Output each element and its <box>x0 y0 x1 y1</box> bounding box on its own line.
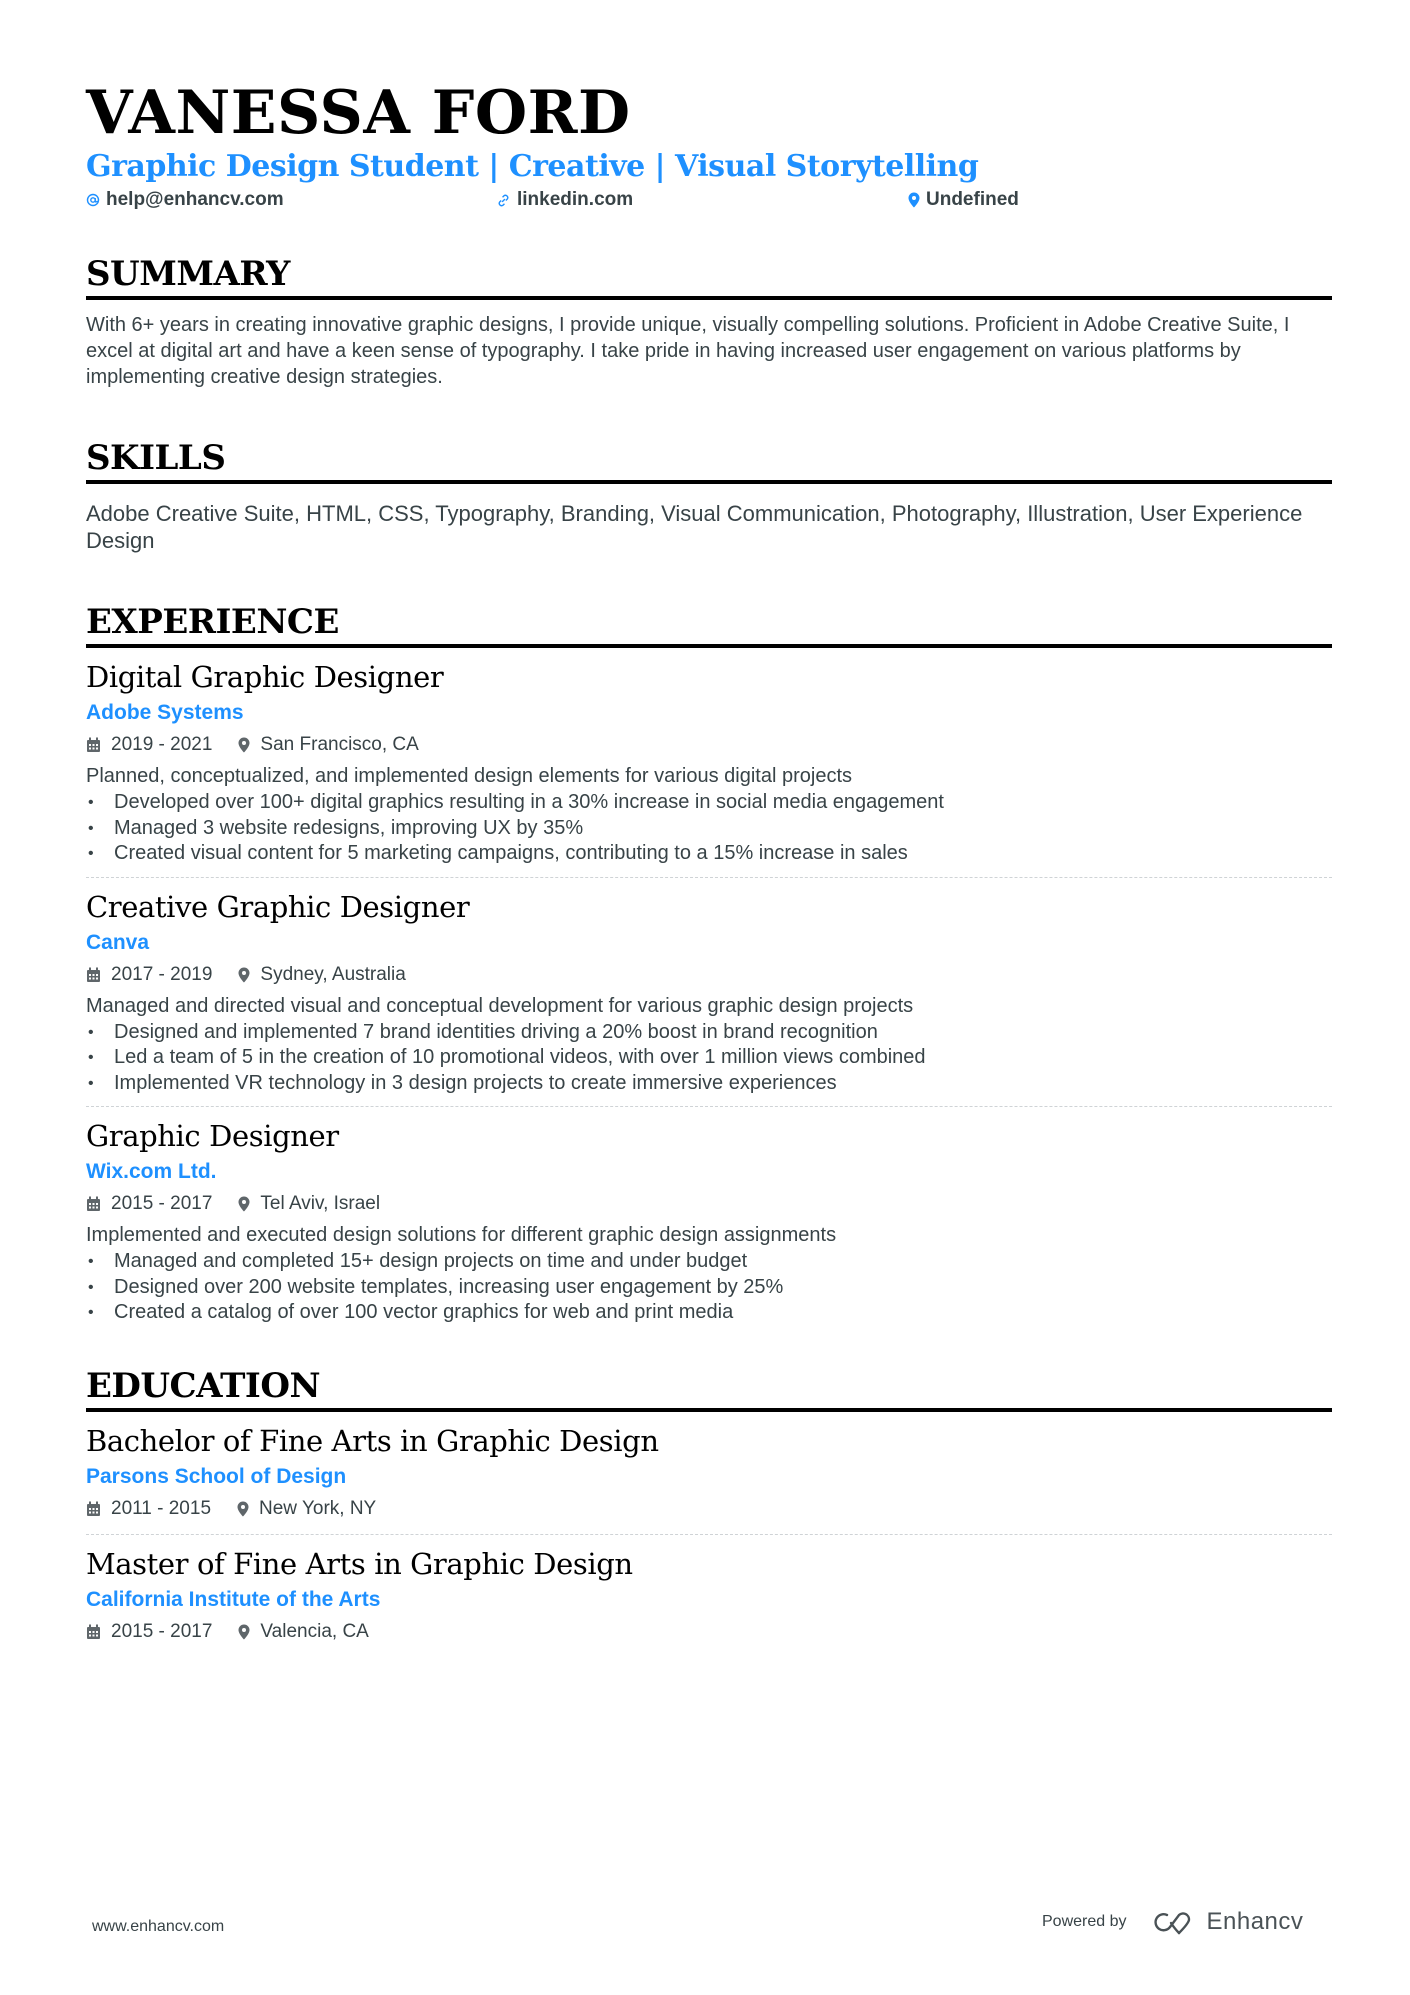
achievement-item: • Developed over 100+ digital graphics resulting in a 30% increase in social media engagement <box>86 790 1332 816</box>
job-dates: 2017 - 2019 <box>111 963 213 985</box>
calendar-icon <box>86 1501 101 1517</box>
achievement-list <box>86 1249 1332 1326</box>
resume-page <box>86 78 1332 1657</box>
achievement-list <box>86 790 1332 867</box>
email-text: help@enhancv.com <box>106 189 284 210</box>
job-location: San Francisco, CA <box>260 734 419 755</box>
contact-location <box>908 189 1019 211</box>
job-description: Implemented and executed design solutions for different graphic design assignments <box>86 1224 837 1246</box>
achievement-item: • Created a catalog of over 100 vector graphics for web and print media <box>86 1300 1332 1326</box>
section-divider <box>86 480 1332 484</box>
location-pin-icon <box>237 1501 249 1517</box>
location-pin-icon <box>238 737 250 753</box>
school-name: Parsons School of Design <box>86 1464 347 1488</box>
job-description: Managed and directed visual and conceptual development for various graphic design projects <box>86 994 914 1017</box>
education-section <box>86 1366 1332 1657</box>
link-icon <box>496 193 511 208</box>
location-pin-icon <box>238 967 250 983</box>
calendar-icon <box>86 737 101 753</box>
company-name: Adobe Systems <box>86 701 244 724</box>
achievement-list <box>86 1020 1332 1097</box>
achievement-item: • Designed over 200 website templates, increasing user engagement by 25% <box>86 1275 1332 1301</box>
job-title: Digital Graphic Designer <box>86 660 444 694</box>
achievement-item: • Led a team of 5 in the creation of 10 promotional videos, with over 1 million views combined <box>86 1045 1332 1071</box>
degree-title: Master of Fine Arts in Graphic Design <box>86 1546 633 1581</box>
education-heading: EDUCATION <box>86 1365 321 1406</box>
footer-branding[interactable] <box>1042 1908 1303 1936</box>
job-title: Creative Graphic Designer <box>86 889 470 924</box>
summary-text: With 6+ years in creating innovative graphic designs, I provide unique, visually compelling solutions. Proficient in Adobe Creative Suite, I excel at digital art and have a keen sense of typography. I take pride in having increased user engagement on various platforms by implementing creative design strategies. <box>86 314 1290 388</box>
education-meta <box>86 1617 1332 1647</box>
school-name: California Institute of the Arts <box>86 1587 381 1611</box>
location-text: Undefined <box>926 189 1019 210</box>
job-dates: 2015 - 2017 <box>111 1193 213 1214</box>
contact-linkedin[interactable] <box>496 189 908 211</box>
powered-by-label: Powered by <box>1042 1913 1127 1930</box>
skills-heading: SKILLS <box>86 438 226 478</box>
achievement-item: • Designed and implemented 7 brand identities driving a 20% boost in brand recognition <box>86 1020 1332 1046</box>
education-entry <box>86 1412 1332 1535</box>
job-location: Sydney, Australia <box>260 963 406 985</box>
degree-title: Bachelor of Fine Arts in Graphic Design <box>86 1423 659 1458</box>
resume-header <box>86 78 1332 212</box>
experience-heading: EXPERIENCE <box>86 602 339 642</box>
job-meta <box>86 730 1332 760</box>
contact-email[interactable] <box>86 189 496 211</box>
calendar-icon <box>86 1624 101 1640</box>
job-meta <box>86 960 1332 990</box>
at-icon <box>86 192 100 208</box>
company-name: Canva <box>86 930 150 954</box>
job-description: Planned, conceptualized, and implemented design elements for various digital projects <box>86 765 853 787</box>
education-meta <box>86 1494 1332 1524</box>
experience-entry <box>86 648 1332 878</box>
company-name: Wix.com Ltd. <box>86 1160 217 1183</box>
achievement-item: • Created visual content for 5 marketing campaigns, contributing to a 15% increase in sales <box>86 841 1332 867</box>
job-meta <box>86 1189 1332 1219</box>
brand-name: Enhancv <box>1206 1908 1304 1935</box>
linkedin-text: linkedin.com <box>517 189 634 210</box>
education-location: New York, NY <box>259 1497 377 1519</box>
calendar-icon <box>86 967 101 983</box>
skills-text: Adobe Creative Suite, HTML, CSS, Typography, Branding, Visual Communication, Photography, Illustration, User Experience Design <box>86 501 1303 553</box>
education-dates: 2011 - 2015 <box>111 1497 212 1519</box>
experience-section <box>86 602 1332 1336</box>
job-dates: 2019 - 2021 <box>111 734 213 755</box>
footer-website-link[interactable]: www.enhancv.com <box>92 1918 225 1935</box>
skills-section <box>86 438 1332 554</box>
job-location: Tel Aviv, Israel <box>260 1193 381 1214</box>
experience-entry <box>86 1107 1332 1336</box>
location-pin-icon <box>908 192 920 208</box>
experience-entry <box>86 878 1332 1108</box>
calendar-icon <box>86 1196 101 1212</box>
location-pin-icon <box>238 1196 250 1212</box>
achievement-item: • Managed 3 website redesigns, improving UX by 35% <box>86 816 1332 842</box>
candidate-name: VANESSA FORD <box>86 78 631 148</box>
achievement-item: • Managed and completed 15+ design projects on time and under budget <box>86 1249 1332 1275</box>
summary-section <box>86 254 1332 390</box>
section-divider <box>86 296 1332 300</box>
achievement-item: • Implemented VR technology in 3 design projects to create immersive experiences <box>86 1071 1332 1097</box>
location-pin-icon <box>238 1624 250 1640</box>
job-title: Graphic Designer <box>86 1119 339 1153</box>
education-entry <box>86 1535 1332 1657</box>
summary-heading: SUMMARY <box>86 254 290 294</box>
education-dates: 2015 - 2017 <box>111 1620 213 1642</box>
contact-row <box>86 188 1332 212</box>
candidate-headline: Graphic Design Student | Creative | Visual Storytelling <box>86 149 979 184</box>
education-location: Valencia, CA <box>260 1620 369 1642</box>
enhancv-logo-icon <box>1153 1909 1199 1935</box>
